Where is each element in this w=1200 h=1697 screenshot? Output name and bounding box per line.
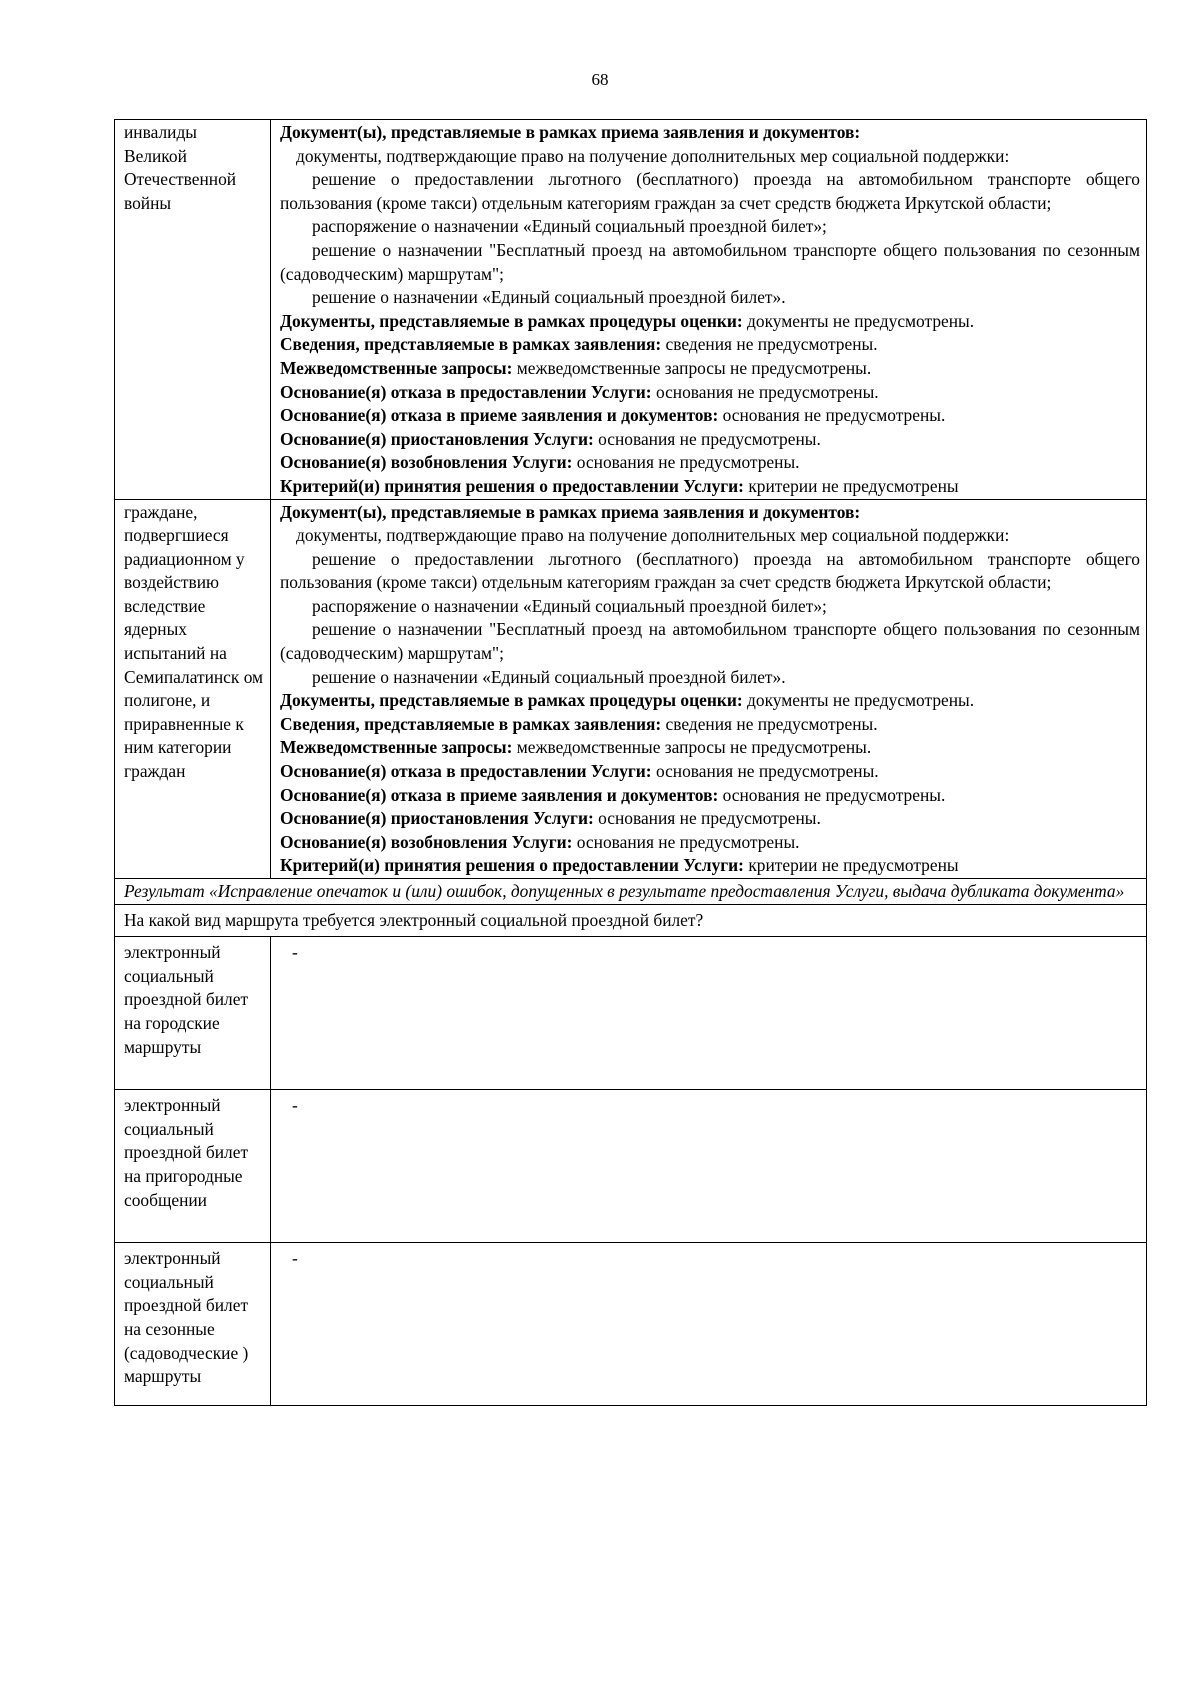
- field-value: основания не предусмотрены.: [651, 381, 879, 402]
- field-label: Межведомственные запросы:: [280, 737, 513, 758]
- question-row-cell: На какой вид маршрута требуется электронный социальной проездной билет?: [115, 904, 1147, 937]
- field-line: [280, 333, 1140, 357]
- field-line: [280, 807, 1140, 831]
- field-line: [280, 404, 1140, 428]
- field-label: Документы, представляемые в рамках процедуры оценки:: [280, 310, 743, 331]
- route-value-cell: [271, 1090, 1147, 1243]
- field-line: [280, 831, 1140, 855]
- doc-item: решение о назначении "Бесплатный проезд на автомобильном транспорте общего пользования по сезонным (садоводческим) маршрутам";: [280, 619, 1140, 664]
- field-value: основания не предусмотрены.: [593, 428, 821, 449]
- field-value: документы не предусмотрены.: [742, 690, 975, 711]
- table-row: [115, 120, 1147, 500]
- result-row-cell: Результат «Исправление опечаток и (или) ошибок, допущенных в результате предоставления Услуги, выдача дубликата документа»: [115, 879, 1147, 905]
- category-cell: граждане, подвергшиеся радиационном у воздействию вследствие ядерных испытаний на Семипалатинск ом полигоне, и приравненные к ним категории граждан: [115, 499, 271, 879]
- field-label: Критерий(и) принятия решения о предоставлении Услуги:: [280, 475, 744, 496]
- field-line: [280, 451, 1140, 475]
- route-label-cell: электронный социальный проездной билет на сезонные (садоводческие ) маршруты: [115, 1243, 271, 1406]
- docs-intro: документы, подтверждающие право на получение дополнительных мер социальной поддержки:: [296, 145, 1010, 166]
- field-value: сведения не предусмотрены.: [661, 334, 878, 355]
- route-label-cell: электронный социальный проездной билет на городские маршруты: [115, 937, 271, 1090]
- field-value: критерии не предусмотрены: [743, 855, 959, 876]
- route-value-cell: [271, 1243, 1147, 1406]
- field-value: основания не предусмотрены.: [651, 761, 879, 782]
- field-label: Основание(я) возобновления Услуги:: [280, 452, 573, 473]
- field-label: Основание(я) приостановления Услуги:: [280, 808, 594, 829]
- field-label: Основание(я) отказа в приеме заявления и документов:: [280, 784, 719, 805]
- field-line: [280, 357, 1140, 381]
- doc-item: решение о назначении "Бесплатный проезд на автомобильном транспорте общего пользования по сезонным (садоводческим) маршрутам";: [280, 239, 1140, 284]
- field-label: Основание(я) отказа в предоставлении Услуги:: [280, 381, 652, 402]
- field-value: основания не предусмотрены.: [718, 784, 946, 805]
- field-line: [280, 689, 1140, 713]
- field-value: основания не предусмотрены.: [572, 452, 800, 473]
- field-label: Документы, представляемые в рамках процедуры оценки:: [280, 690, 743, 711]
- field-value: основания не предусмотрены.: [593, 808, 821, 829]
- field-label: Критерий(и) принятия решения о предоставлении Услуги:: [280, 855, 744, 876]
- field-label: Основание(я) возобновления Услуги:: [280, 831, 573, 852]
- field-label: Основание(я) отказа в предоставлении Услуги:: [280, 761, 652, 782]
- table-row: [115, 499, 1147, 879]
- details-cell: [271, 499, 1147, 879]
- field-line: [280, 760, 1140, 784]
- field-line: [280, 428, 1140, 452]
- document-table: [114, 119, 1147, 1406]
- route-value: -: [292, 942, 298, 963]
- field-value: основания не предусмотрены.: [572, 831, 800, 852]
- field-line: [280, 310, 1140, 334]
- route-value: -: [292, 1095, 298, 1116]
- doc-item: решение о предоставлении льготного (бесплатного) проезда на автомобильном транспорте общего пользования (кроме такси) отдельным категориям граждан за счет средств бюджета Иркутской области;: [280, 548, 1140, 593]
- doc-item: решение о предоставлении льготного (бесплатного) проезда на автомобильном транспорте общего пользования (кроме такси) отдельным категориям граждан за счет средств бюджета Иркутской области;: [280, 169, 1140, 213]
- field-value: критерии не предусмотрены: [743, 475, 959, 496]
- docs-intro: документы, подтверждающие право на получение дополнительных мер социальной поддержки:: [296, 525, 1010, 546]
- docs-heading: Документ(ы), представляемые в рамках приема заявления и документов:: [280, 501, 861, 522]
- field-line: [280, 854, 1140, 878]
- route-value-cell: [271, 937, 1147, 1090]
- route-value: -: [292, 1248, 298, 1269]
- category-cell: инвалиды Великой Отечественной войны: [115, 120, 271, 500]
- field-label: Сведения, представляемые в рамках заявления:: [280, 713, 662, 734]
- field-label: Сведения, представляемые в рамках заявления:: [280, 334, 662, 355]
- route-label-cell: электронный социальный проездной билет на пригородные сообщении: [115, 1090, 271, 1243]
- field-label: Межведомственные запросы:: [280, 357, 513, 378]
- doc-item: распоряжение о назначении «Единый социальный проездной билет»;: [312, 216, 827, 237]
- table-row: [115, 879, 1147, 905]
- doc-item: распоряжение о назначении «Единый социальный проездной билет»;: [312, 595, 827, 616]
- field-value: сведения не предусмотрены.: [661, 713, 878, 734]
- field-label: Основание(я) приостановления Услуги:: [280, 428, 594, 449]
- field-line: [280, 713, 1140, 737]
- field-line: [280, 381, 1140, 405]
- field-line: [280, 736, 1140, 760]
- doc-item: решение о назначении «Единый социальный проездной билет».: [312, 666, 786, 687]
- field-value: межведомственные запросы не предусмотрены.: [512, 737, 872, 758]
- field-value: межведомственные запросы не предусмотрены.: [512, 357, 872, 378]
- table-row: [115, 937, 1147, 1090]
- field-line: [280, 784, 1140, 808]
- table-row: [115, 1243, 1147, 1406]
- doc-item: решение о назначении «Единый социальный проездной билет».: [312, 287, 786, 308]
- table-row: [115, 904, 1147, 937]
- table-row: [115, 1090, 1147, 1243]
- details-cell: [271, 120, 1147, 500]
- docs-heading: Документ(ы), представляемые в рамках приема заявления и документов:: [280, 122, 861, 142]
- field-value: основания не предусмотрены.: [718, 405, 946, 426]
- field-line: [280, 475, 1140, 499]
- field-label: Основание(я) отказа в приеме заявления и документов:: [280, 405, 719, 426]
- page-number: 68: [591, 70, 609, 89]
- field-value: документы не предусмотрены.: [742, 310, 975, 331]
